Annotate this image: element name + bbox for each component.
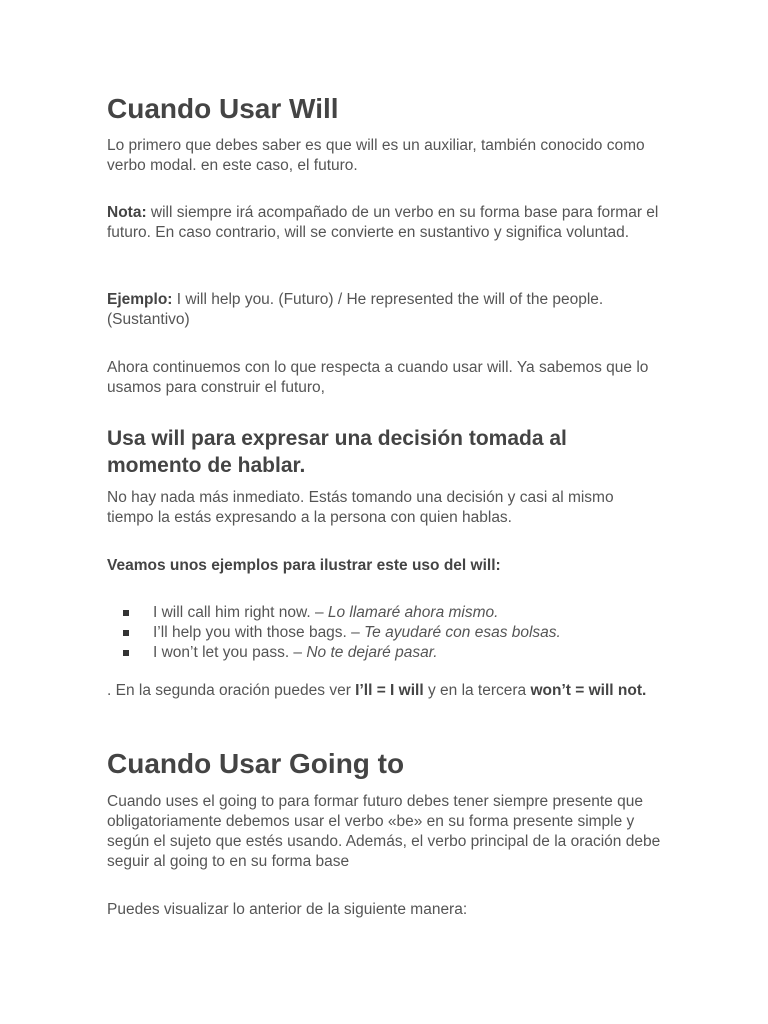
note-text: will siempre irá acompañado de un verbo en su forma base para formar el futuro. En caso contrario, will se convierte en sustantivo y significa voluntad. — [107, 204, 659, 241]
visualize-paragraph: Puedes visualizar lo anterior de la siguiente manera: — [107, 901, 468, 918]
square-bullet-icon — [123, 630, 129, 636]
example-english: I won’t let you pass. – — [153, 644, 307, 661]
examples-intro-text: Veamos unos ejemplos para ilustrar este uso del will: — [107, 557, 501, 574]
examples-list — [107, 603, 663, 663]
subsection-heading: Usa will para expresar una decisión tomada al momento de hablar. — [107, 427, 567, 477]
example-english: I’ll help you with those bags. – — [153, 624, 365, 641]
example-spanish: No te dejaré pasar. — [306, 644, 438, 661]
list-item — [107, 643, 663, 663]
list-item — [107, 623, 663, 643]
example-text: I will help you. (Futuro) / He represented the will of the people. (Sustantivo) — [107, 291, 604, 328]
note-label: Nota: — [107, 204, 147, 221]
contraction-note-mid: y en la tercera — [423, 682, 531, 699]
example-spanish: Lo llamaré ahora mismo. — [327, 604, 499, 621]
note-paragraph — [107, 203, 663, 243]
example-label: Ejemplo: — [107, 291, 173, 308]
section-title-will: Cuando Usar Will — [107, 93, 339, 124]
square-bullet-icon — [123, 650, 129, 656]
example-paragraph — [107, 290, 663, 330]
intro-paragraph: Lo primero que debes saber es que will es un auxiliar, también conocido como verbo modal. en este caso, el futuro. — [107, 137, 645, 174]
contraction-note-pre: . En la segunda oración puedes ver — [107, 682, 356, 699]
going-to-paragraph: Cuando uses el going to para formar futuro debes tener siempre presente que obligatoriamente debemos usar el verbo «be» en su forma presente simple y según el sujeto que estés usando. Además, el verbo principal de la oración debe seguir al going to en su forma base — [107, 793, 661, 870]
example-english: I will call him right now. – — [153, 604, 328, 621]
examples-intro — [107, 556, 663, 576]
contraction-note — [107, 681, 663, 701]
subsection-text: No hay nada más inmediato. Estás tomando una decisión y casi al mismo tiempo la estás expresando a la persona con quien hablas. — [107, 489, 614, 526]
continue-paragraph: Ahora continuemos con lo que respecta a cuando usar will. Ya sabemos que lo usamos para construir el futuro, — [107, 359, 649, 396]
example-spanish: Te ayudaré con esas bolsas. — [364, 624, 561, 641]
contraction-wont: won’t = will not. — [530, 682, 647, 699]
contraction-ill: I’ll = I will — [355, 682, 424, 699]
square-bullet-icon — [123, 610, 129, 616]
list-item — [107, 603, 663, 623]
section-title-going-to: Cuando Usar Going to — [107, 748, 405, 779]
